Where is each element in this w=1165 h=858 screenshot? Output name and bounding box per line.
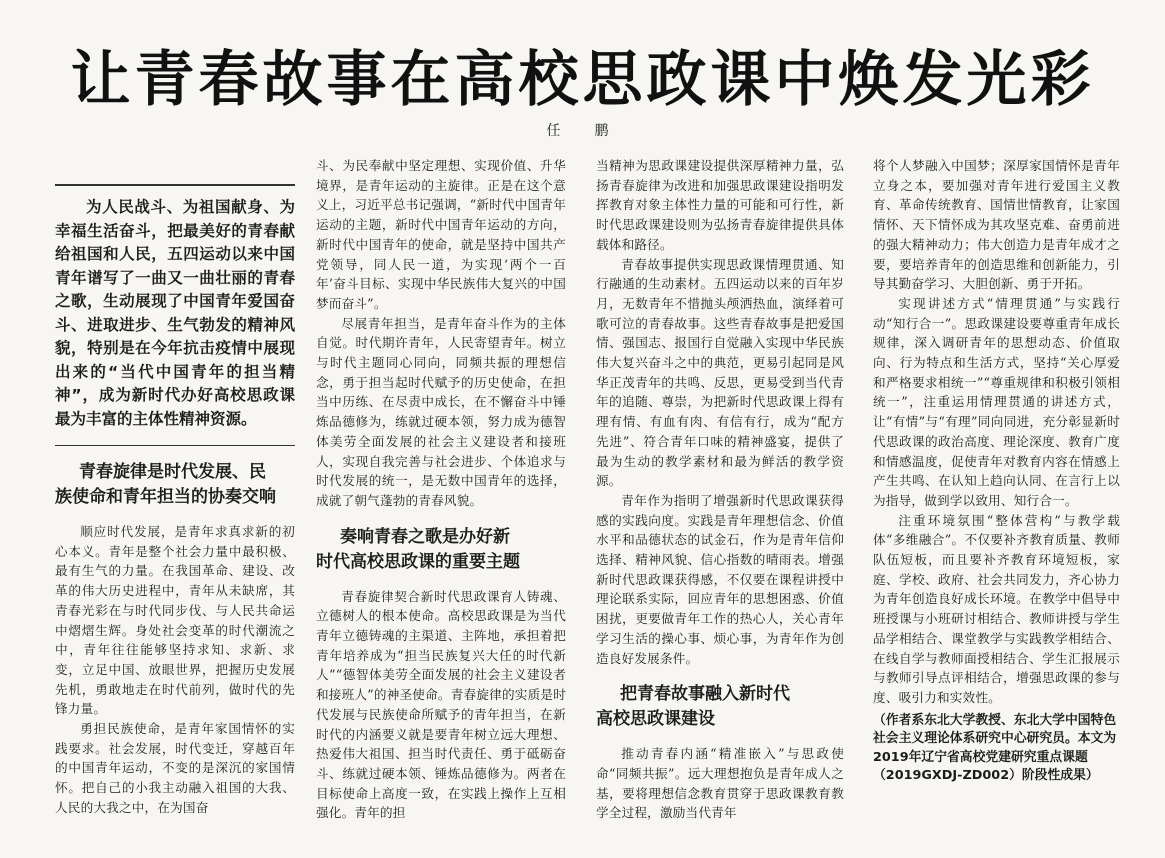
lead-paragraph: 为人民战斗、为祖国献身、为幸福生活奋斗，把最美好的青春献给祖国和人民，五四运动以来中国青年谱写了一曲又一曲壮丽的青春之歌，生动展现了中国青年爱国奋斗、进取进步、生气勃发的精神风貌，特别是在今年抗击疫情中展现出来的“当代中国青年的担当精神”，成为新时代办好高校思政课最为丰富的主体性精神资源。: [55, 198, 295, 428]
paragraph-continued: 当精神为思政课建设提供深厚精神力量，弘扬青春旋律为改进和加强思政课建设指明发挥教育对象主体性力量的可能和可行性，新时代思政课建设则为弘扬青春旋律提供具体载体和路径。: [596, 158, 844, 252]
lead-top-rule: [55, 184, 295, 186]
section-heading-1: [55, 460, 295, 510]
column-3: [596, 156, 844, 856]
paragraph-continued: 将个人梦融入中国梦；深厚家国情怀是青年立身之本，要加强对青年进行爱国主义教育、革命传统教育、国情世情教育，让家国情怀、天下情怀成为其攻坚克难、奋勇前进的强大精神动力；伟大创造力是青年成才之要，要培养青年的创造思维和创新能力，引导其勤奋学习、大胆创新、勇于开拓。: [873, 158, 1120, 292]
author-note: （作者系东北大学教授、东北大学中国特色社会主义理论体系研究中心研究员。本文为2019年辽宁省高校党建研究重点课题（2019GXDJ-ZD002）阶段性成果）: [873, 712, 1117, 784]
byline: 任 鹏: [546, 123, 619, 139]
paragraph: 顺应时代发展，是青年求真求新的初心本义。青年是整个社会力量中最积极、最有生气的力量。在我国革命、建设、改革的伟大历史进程中，青年从未缺席，其青春光彩在与时代同步伐、与人民共命运中熠熠生辉。身处社会变革的时代潮流之中，青年往往能够坚持求知、求新、求变，立足中国、放眼世界，把握历史发展先机，勇敢地走在时代前列，做时代的先锋力量。: [55, 524, 295, 717]
paragraph: 青春旋律契合新时代思政课育人铸魂、立德树人的根本使命。高校思政课是为当代青年立德铸魂的主渠道、主阵地，承担着把青年培养成为“担当民族复兴大任的时代新人”“德智体美劳全面发展的社会主义建设者和接班人”的神圣使命。青春旋律的实质是时代发展与民族使命所赋予的青年担当，在新时代的内涵要义就是要青年树立远大理想、热爱伟大祖国、担当时代责任、勇于砥砺奋斗、练就过硬本领、锤炼品德修为。两者在目标使命上高度一致，在实践上操作上互相强化。青年的担: [316, 588, 566, 821]
paragraph: 青春故事提供实现思政课情理贯通、知行融通的生动素材。五四运动以来的百年岁月，无数青年不惜抛头颅洒热血，演绎着可歌可泣的青春故事。这些青春故事是把爱国情、强国志、报国行自觉融入实现中华民族伟大复兴奋斗之中的典范，更易引起同是风华正茂青年的共鸣、反思，更易受到当代青年的追随、尊崇，为把新时代思政课上得有理有情、有血有肉、有信有行，成为“配方先进”、符合青年口味的精神盛宴，提供了最为生动的教学素材和最为鲜活的教学资源。: [596, 256, 844, 489]
paragraph: 勇担民族使命，是青年家国情怀的实践要求。社会发展，时代变迁，穿越百年的中国青年运动，不变的是深沉的家国情怀。把自己的小我主动融入祖国的大我、人民的大我之中，在为国奋: [55, 721, 295, 815]
section-heading-1-line2: 族使命和青年担当的协奏交响: [55, 487, 276, 507]
section-heading-3: [596, 682, 844, 732]
section-heading-3-line1: 把青春故事融入新时代: [620, 684, 790, 705]
column-1: [55, 156, 295, 856]
paragraph: 青年作为指明了增强新时代思政课获得感的实践向度。实践是青年理想信念、价值水平和品德状态的试金石，作为是青年信仰选择、精神风貌、信心指数的晴雨表。增强新时代思政课获得感，不仅要在课程讲授中理论联系实际，回应青年的思想困惑、价值困扰，更要做青年工作的热心人，关心青年学习生活的操心事、烦心事，为青年作为创造良好发展条件。: [596, 492, 844, 666]
paragraph-continued: 斗、为民奉献中坚定理想、实现价值、升华境界，是青年运动的主旋律。正是在这个意义上，习近平总书记强调，“新时代中国青年运动的主题，新时代中国青年运动的方向，新时代中国青年的使命，就是坚持中国共产党领导，同人民一道，为实现‘两个一百年’奋斗目标、实现中华民族伟大复兴的中国梦而奋斗”。: [316, 158, 566, 311]
paragraph: 尽展青年担当，是青年奋斗作为的主体自觉。时代期许青年，人民寄望青年。树立与时代主题同心同向，同频共振的理想信念，勇于担当起时代赋予的历史使命，在担当中历练、在尽责中成长，在不懈奋斗中锤炼品德修为，练就过硬本领，努力成为德智体美劳全面发展的社会主义建设者和接班人，实现自我完善与社会进步、个体追求与时代发展的统一，是无数中国青年的选择，成就了朝气蓬勃的青春风貌。: [316, 315, 566, 508]
section-heading-2: [316, 525, 566, 575]
section-heading-1-line1: 青春旋律是时代发展、民: [79, 462, 266, 482]
paragraph: 推动青春内涵“精准嵌入”与思政使命“同频共振”。远大理想抱负是青年成人之基，要将理想信念教育贯穿于思政课教育教学全过程，激励当代青年: [596, 746, 844, 821]
paragraph: 注重环境氛围“整体营构”与教学载体“多维融合”。不仅要补齐教育质量、教师队伍短板，而且要补齐教育环境短板，家庭、学校、政府、社会共同发力，齐心协力为青年创造良好成长环境。在教学中倡导中班授课与小班研讨相结合、教师讲授与学生品学相结合、课堂教学与实践教学相结合、在线自学与教师面授相结合、学生汇报展示与教师引导点评相结合，增强思政课的参与度、吸引力和实效性。: [873, 512, 1120, 705]
column-2: [316, 156, 566, 856]
column-4: [873, 156, 1120, 856]
section-heading-2-line1: 奏响青春之歌是办好新: [340, 526, 510, 547]
section-heading-2-line2: 时代高校思政课的重要主题: [316, 551, 520, 572]
paragraph: 实现讲述方式“情理贯通”与实践行动“知行合一”。思政课建设要尊重青年成长规律，深入调研青年的思想动态、价值取向、行为特点和生活方式，坚持“关心厚爱和严格要求相统一”“尊重规律和积极引领相统一”，注重运用情理贯通的讲述方式，让“有情”与“有理”同向同进，充分彰显新时代思政课的政治高度、理论深度、教育广度和情感温度，促使青年对教育内容在情感上产生共鸣、在认知上趋向认同、在言行上以为指导，做到学以致用、知行合一。: [873, 295, 1120, 508]
lead-bottom-rule: [55, 445, 295, 446]
page-title: 让青春故事在高校思政课中焕发光彩: [70, 45, 1095, 115]
section-heading-3-line2: 高校思政课建设: [596, 709, 715, 730]
